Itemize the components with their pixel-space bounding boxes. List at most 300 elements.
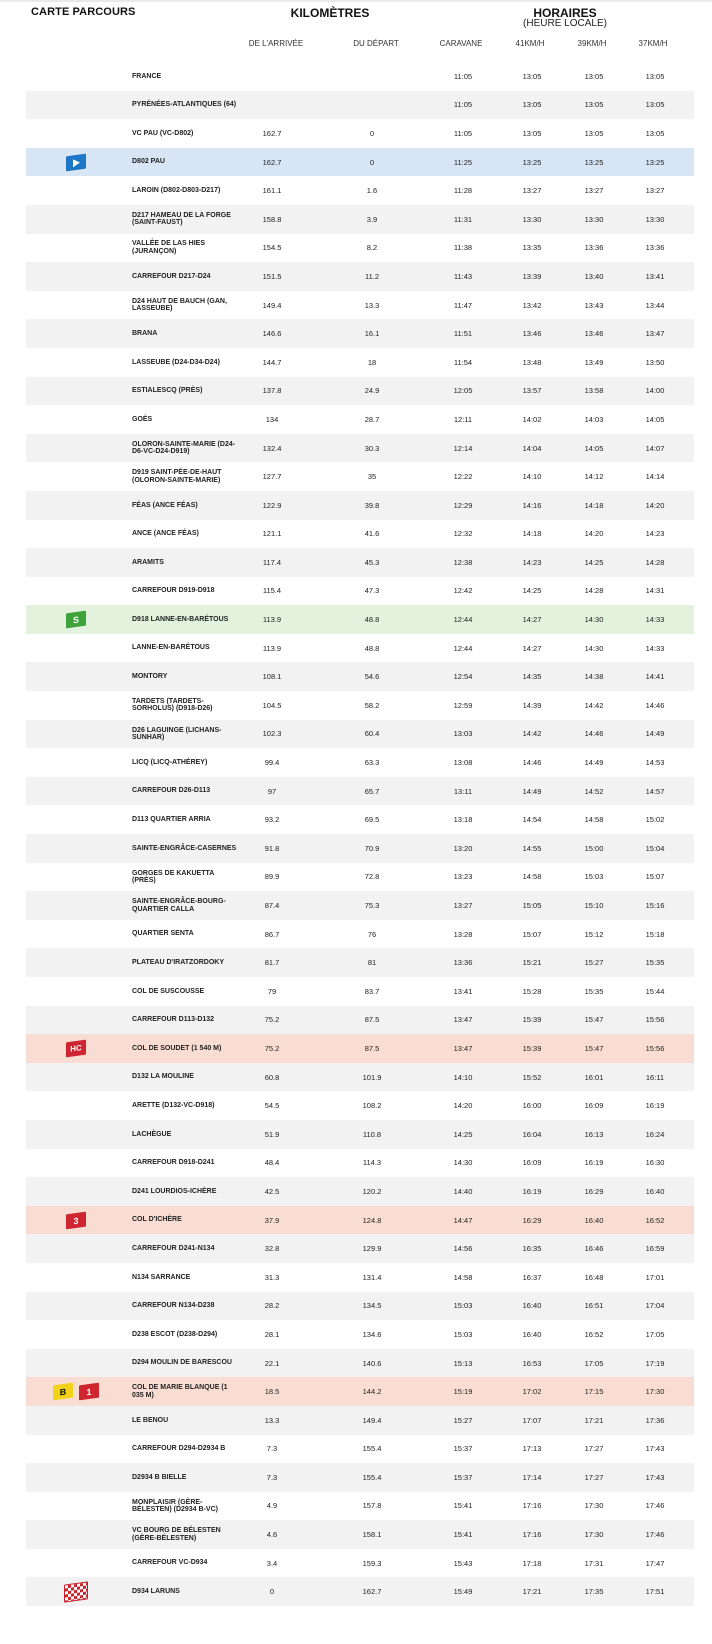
time-caravane: 11:51	[453, 329, 473, 339]
time-37kmh: 15:16	[645, 901, 665, 911]
time-39kmh: 13:36	[584, 243, 604, 253]
row-icons	[26, 977, 126, 1006]
time-39kmh: 13:30	[584, 214, 604, 224]
row-name: SAINTE-ENGRÂCE-CASERNES	[132, 844, 237, 852]
time-caravane: 14:30	[453, 1158, 473, 1168]
row-name: CARREFOUR D113-D132	[132, 1016, 215, 1024]
row-icons	[26, 1292, 126, 1321]
time-41kmh: 17:07	[522, 1415, 542, 1425]
time-41kmh: 15:39	[522, 1015, 542, 1025]
row-icons	[26, 1463, 126, 1492]
table-row	[26, 948, 694, 977]
km-from-start: 41.6	[364, 529, 380, 539]
time-37kmh: 15:56	[645, 1043, 665, 1053]
row-icons	[26, 377, 126, 406]
km-from-finish	[242, 62, 302, 91]
km-from-start: 63.3	[364, 758, 380, 768]
row-icons	[26, 148, 126, 177]
km-from-start: 47.3	[364, 586, 380, 596]
bonus-icon: B	[53, 1383, 73, 1401]
row-icons	[26, 1091, 126, 1120]
time-37kmh: 14:05	[645, 414, 665, 424]
row-icons	[26, 1492, 126, 1521]
row-name: CARREFOUR VC-D934	[132, 1559, 208, 1567]
row-name: COL D'ICHÈRE	[132, 1216, 182, 1224]
km-from-start: 30.3	[364, 443, 380, 453]
row-name: TARDETS (TARDETS-SORHOLUS) (D918-D26)	[132, 697, 213, 713]
km-from-start: 0	[369, 157, 375, 167]
time-39kmh: 17:27	[584, 1444, 604, 1454]
header-kilometres: KILOMÈTRES	[290, 6, 370, 20]
table-row	[26, 234, 694, 263]
time-41kmh: 16:40	[522, 1329, 542, 1339]
time-41kmh: 14:25	[522, 586, 542, 596]
table-row	[26, 1006, 694, 1035]
time-41kmh: 16:09	[522, 1158, 542, 1168]
time-39kmh: 17:30	[584, 1501, 604, 1511]
time-caravane: 12:11	[453, 414, 473, 424]
time-39kmh: 14:25	[584, 557, 604, 567]
time-41kmh: 14:02	[522, 414, 542, 424]
col-head-depart: DU DÉPART	[353, 39, 399, 48]
time-caravane: 12:44	[453, 615, 473, 625]
time-39kmh: 13:40	[584, 271, 604, 281]
km-from-finish: 7.3	[266, 1444, 278, 1454]
time-41kmh: 17:16	[522, 1501, 542, 1511]
row-name: ANCE (ANCE FÉAS)	[132, 530, 199, 538]
time-caravane: 14:10	[453, 1072, 473, 1082]
time-41kmh: 13:05	[522, 100, 542, 110]
time-39kmh: 14:12	[584, 472, 604, 482]
table-row	[26, 1120, 694, 1149]
time-39kmh: 14:30	[584, 643, 604, 653]
time-37kmh: 13:25	[645, 157, 665, 167]
km-from-finish: 102.3	[262, 729, 282, 739]
time-41kmh: 15:28	[522, 986, 542, 996]
time-caravane: 12:42	[453, 586, 473, 596]
time-37kmh: 17:36	[645, 1415, 665, 1425]
row-name: LACHÈGUE	[132, 1130, 172, 1138]
km-from-start: 129.9	[362, 1244, 382, 1254]
km-from-finish: 144.7	[262, 357, 282, 367]
header-horaires: HORAIRES	[533, 6, 597, 20]
row-icons	[26, 491, 126, 520]
km-from-start: 134.6	[362, 1329, 382, 1339]
km-from-finish: 32.8	[264, 1244, 280, 1254]
table-row	[26, 176, 694, 205]
time-37kmh: 17:05	[645, 1329, 665, 1339]
time-37kmh: 14:31	[645, 586, 665, 596]
sprint-icon: S	[66, 611, 86, 629]
table-row	[26, 1177, 694, 1206]
time-39kmh: 16:46	[584, 1244, 604, 1254]
row-name: D132 LA MOULINE	[132, 1073, 194, 1081]
time-caravane: 15:03	[453, 1329, 473, 1339]
table-row	[26, 1435, 694, 1464]
table-row	[26, 319, 694, 348]
time-41kmh: 14:04	[522, 443, 542, 453]
km-from-start: 11.2	[364, 271, 380, 281]
time-37kmh: 13:30	[645, 214, 665, 224]
table-row	[26, 805, 694, 834]
row-icons	[26, 948, 126, 977]
table-row	[26, 1063, 694, 1092]
time-37kmh: 15:07	[645, 872, 665, 882]
time-caravane: 13:36	[453, 958, 473, 968]
km-from-finish: 18.5	[264, 1387, 280, 1397]
row-name: VALLÉE DE LAS HIES (JURANÇON)	[132, 240, 205, 255]
km-from-start: 0	[369, 128, 375, 138]
row-icons	[26, 1034, 126, 1063]
table-row	[26, 691, 694, 720]
time-37kmh: 16:24	[645, 1129, 665, 1139]
row-name: D24 HAUT DE BAUCH (GAN, LASSEUBE)	[132, 297, 227, 313]
km-from-start: 39.8	[364, 500, 380, 510]
time-37kmh: 13:05	[645, 71, 665, 81]
time-41kmh: 13:27	[522, 186, 542, 196]
time-caravane: 12:44	[453, 643, 473, 653]
time-39kmh: 17:35	[584, 1587, 604, 1597]
time-41kmh: 13:39	[522, 271, 542, 281]
row-name: D918 LANNE-EN-BARÉTOUS	[132, 615, 229, 623]
km-from-finish	[242, 91, 302, 120]
time-37kmh: 17:19	[645, 1358, 665, 1368]
row-icons	[26, 577, 126, 606]
time-37kmh: 17:46	[645, 1530, 665, 1540]
time-37kmh: 16:40	[645, 1186, 665, 1196]
row-name: BRANA	[132, 329, 158, 337]
time-37kmh: 17:30	[645, 1387, 665, 1397]
row-name: PYRÉNÉES-ATLANTIQUES (64)	[132, 101, 237, 109]
table-row	[26, 1549, 694, 1578]
time-39kmh: 17:30	[584, 1530, 604, 1540]
km-from-start: 157.8	[362, 1501, 382, 1511]
time-41kmh: 14:35	[522, 672, 542, 682]
row-name: QUARTIER SENTA	[132, 930, 194, 938]
km-from-start: 155.4	[362, 1472, 382, 1482]
time-37kmh: 15:56	[645, 1015, 665, 1025]
time-37kmh: 14:14	[645, 472, 665, 482]
time-caravane: 11:47	[453, 300, 473, 310]
category-3-climb-icon: 3	[66, 1211, 86, 1229]
km-from-finish: 149.4	[262, 300, 282, 310]
km-from-finish: 117.4	[262, 557, 282, 567]
row-name: CARREFOUR D26-D113	[132, 787, 211, 795]
row-name: LANNE-EN-BARÉTOUS	[132, 644, 210, 652]
time-41kmh: 14:27	[522, 615, 542, 625]
time-caravane: 13:03	[453, 729, 473, 739]
time-caravane: 15:37	[453, 1472, 473, 1482]
row-icons	[26, 691, 126, 720]
col-head-41: 41KM/H	[515, 39, 545, 48]
km-from-start: 70.9	[364, 843, 380, 853]
km-from-start: 81	[367, 958, 377, 968]
km-from-finish: 115.4	[262, 586, 282, 596]
time-41kmh: 14:54	[522, 815, 542, 825]
time-39kmh: 14:52	[584, 786, 604, 796]
km-from-start: 83.7	[364, 986, 380, 996]
time-37kmh: 15:18	[645, 929, 665, 939]
time-caravane: 15:37	[453, 1444, 473, 1454]
time-39kmh: 14:49	[584, 758, 604, 768]
row-icons	[26, 748, 126, 777]
time-39kmh: 16:01	[584, 1072, 604, 1082]
row-icons	[26, 1549, 126, 1578]
table-row	[26, 1577, 694, 1606]
time-41kmh: 16:53	[522, 1358, 542, 1368]
table-row	[26, 548, 694, 577]
row-icons	[26, 1320, 126, 1349]
time-caravane: 11:05	[453, 100, 473, 110]
time-37kmh: 13:05	[645, 100, 665, 110]
row-icons	[26, 1234, 126, 1263]
km-from-finish: 4.9	[266, 1501, 278, 1511]
time-39kmh: 15:47	[584, 1015, 604, 1025]
time-caravane: 12:22	[453, 472, 473, 482]
time-caravane: 15:27	[453, 1415, 473, 1425]
table-row	[26, 834, 694, 863]
row-name: CARREFOUR D919-D918	[132, 587, 215, 595]
time-39kmh: 13:58	[584, 386, 604, 396]
time-37kmh: 13:44	[645, 300, 665, 310]
km-from-start: 65.7	[364, 786, 380, 796]
time-37kmh: 14:20	[645, 500, 665, 510]
row-icons	[26, 234, 126, 263]
row-icons	[26, 634, 126, 663]
row-name: D217 HAMEAU DE LA FORGE (SAINT-FAUST)	[132, 211, 231, 227]
km-from-finish: 108.1	[262, 672, 282, 682]
time-39kmh: 17:27	[584, 1472, 604, 1482]
time-caravane: 12:14	[453, 443, 473, 453]
row-icons	[26, 1206, 126, 1235]
table-row	[26, 291, 694, 320]
time-39kmh: 16:40	[584, 1215, 604, 1225]
time-caravane: 11:31	[453, 214, 473, 224]
time-41kmh: 16:04	[522, 1129, 542, 1139]
time-caravane: 14:47	[453, 1215, 473, 1225]
km-from-start: 54.6	[364, 672, 380, 682]
time-caravane: 15:13	[453, 1358, 473, 1368]
time-41kmh: 13:30	[522, 214, 542, 224]
km-from-finish: 7.3	[266, 1472, 278, 1482]
time-39kmh: 16:29	[584, 1186, 604, 1196]
km-from-start: 108.2	[362, 1101, 382, 1111]
time-caravane: 12:38	[453, 557, 473, 567]
table-row	[26, 348, 694, 377]
time-39kmh: 17:15	[584, 1387, 604, 1397]
row-name: D2934 B BIELLE	[132, 1473, 187, 1481]
km-from-finish: 151.5	[262, 271, 282, 281]
time-caravane: 11:43	[453, 271, 473, 281]
row-icons	[26, 1263, 126, 1292]
km-from-finish: 81.7	[264, 958, 280, 968]
time-caravane: 13:08	[453, 758, 473, 768]
row-name: LAROIN (D802-D803-D217)	[132, 186, 221, 194]
row-name: ARETTE (D132-VC-D918)	[132, 1101, 215, 1109]
km-from-start: 48.8	[364, 615, 380, 625]
row-name: CARREFOUR D294-D2934 B	[132, 1445, 226, 1453]
row-icons	[26, 119, 126, 148]
km-from-start: 159.3	[362, 1558, 382, 1568]
time-caravane: 12:59	[453, 700, 473, 710]
time-caravane: 13:27	[453, 901, 473, 911]
time-39kmh: 17:31	[584, 1558, 604, 1568]
time-39kmh: 14:58	[584, 815, 604, 825]
row-name: VC BOURG DE BÉLESTEN (GÈRE-BÉLESTEN)	[132, 1527, 221, 1542]
table-row	[26, 405, 694, 434]
km-from-finish: 89.9	[264, 872, 280, 882]
time-39kmh: 13:05	[584, 128, 604, 138]
km-from-finish: 54.5	[264, 1101, 280, 1111]
row-icons	[26, 1006, 126, 1035]
km-from-start: 13.3	[364, 300, 380, 310]
km-from-start: 134.5	[362, 1301, 382, 1311]
time-37kmh: 13:05	[645, 128, 665, 138]
time-41kmh: 14:49	[522, 786, 542, 796]
row-icons	[26, 405, 126, 434]
km-from-start: 58.2	[364, 700, 380, 710]
col-head-arrivee: DE L'ARRIVÉE	[248, 39, 304, 48]
km-from-start	[342, 91, 402, 120]
time-37kmh: 13:47	[645, 329, 665, 339]
header-heure-locale: (HEURE LOCALE)	[523, 18, 607, 29]
table-row	[26, 1320, 694, 1349]
time-39kmh: 14:46	[584, 729, 604, 739]
time-41kmh: 17:16	[522, 1530, 542, 1540]
time-41kmh: 17:14	[522, 1472, 542, 1482]
time-41kmh: 13:05	[522, 71, 542, 81]
time-caravane: 11:54	[453, 357, 473, 367]
time-37kmh: 15:04	[645, 843, 665, 853]
km-from-start: 144.2	[362, 1387, 382, 1397]
row-name: MONTORY	[132, 673, 168, 681]
time-caravane: 12:29	[453, 500, 473, 510]
km-from-finish: 75.2	[264, 1043, 280, 1053]
time-41kmh: 13:46	[522, 329, 542, 339]
table-row	[26, 491, 694, 520]
km-from-finish: 158.8	[262, 214, 282, 224]
time-39kmh: 13:49	[584, 357, 604, 367]
row-name: CARREFOUR D241-N134	[132, 1244, 215, 1252]
table-row	[26, 1406, 694, 1435]
time-37kmh: 14:33	[645, 643, 665, 653]
time-37kmh: 15:02	[645, 815, 665, 825]
row-name: OLORON-SAINTE-MARIE (D24-D6-VC-D24-D919)	[132, 440, 236, 456]
time-39kmh: 14:03	[584, 414, 604, 424]
time-caravane: 14:56	[453, 1244, 473, 1254]
table-row	[26, 634, 694, 663]
time-41kmh: 13:57	[522, 386, 542, 396]
row-icons	[26, 291, 126, 320]
row-icons	[26, 605, 126, 634]
km-from-finish: 93.2	[264, 815, 280, 825]
km-from-finish: 3.4	[266, 1558, 278, 1568]
time-39kmh: 14:05	[584, 443, 604, 453]
km-from-start: 69.5	[364, 815, 380, 825]
km-from-finish: 113.9	[262, 643, 282, 653]
time-37kmh: 14:23	[645, 529, 665, 539]
km-from-finish: 4.6	[266, 1530, 278, 1540]
km-from-finish: 137.8	[262, 386, 282, 396]
time-caravane: 11:05	[453, 71, 473, 81]
time-37kmh: 14:33	[645, 615, 665, 625]
km-from-finish: 48.4	[264, 1158, 280, 1168]
row-name: D919 SAINT-PÉE-DE-HAUT (OLORON-SAINTE-MARIE)	[132, 469, 222, 484]
time-39kmh: 16:13	[584, 1129, 604, 1139]
time-caravane: 13:20	[453, 843, 473, 853]
row-name: N134 SARRANCE	[132, 1273, 191, 1281]
time-39kmh: 13:05	[584, 100, 604, 110]
time-39kmh: 15:00	[584, 843, 604, 853]
category-1-climb-icon: 1	[79, 1383, 99, 1401]
time-41kmh: 14:58	[522, 872, 542, 882]
row-name: GORGES DE KAKUETTA (PRÈS)	[132, 869, 215, 884]
time-37kmh: 14:49	[645, 729, 665, 739]
row-icons	[26, 1577, 126, 1606]
time-37kmh: 16:11	[645, 1072, 665, 1082]
km-from-start: 45.3	[364, 557, 380, 567]
row-name: MONPLAISIR (GÈRE-BÉLESTEN) (D2934 B-VC)	[132, 1498, 218, 1513]
time-41kmh: 14:16	[522, 500, 542, 510]
km-from-start: 16.1	[364, 329, 380, 339]
time-39kmh: 13:27	[584, 186, 604, 196]
time-39kmh: 14:20	[584, 529, 604, 539]
km-from-start: 75.3	[364, 901, 380, 911]
row-name: LE BENOU	[132, 1416, 169, 1424]
row-name: GOÈS	[132, 415, 153, 423]
time-41kmh: 16:37	[522, 1272, 542, 1282]
time-caravane: 14:58	[453, 1272, 473, 1282]
table-row	[26, 720, 694, 749]
time-39kmh: 16:09	[584, 1101, 604, 1111]
table-row	[26, 1034, 694, 1063]
row-icons	[26, 462, 126, 491]
time-41kmh: 13:42	[522, 300, 542, 310]
km-from-start: 131.4	[362, 1272, 382, 1282]
table-row	[26, 1377, 694, 1406]
time-caravane: 14:40	[453, 1186, 473, 1196]
table-row	[26, 1492, 694, 1521]
time-caravane: 15:41	[453, 1530, 473, 1540]
km-from-finish: 162.7	[262, 128, 282, 138]
time-41kmh: 15:07	[522, 929, 542, 939]
time-41kmh: 14:55	[522, 843, 542, 853]
row-icons	[26, 863, 126, 892]
km-from-finish: 121.1	[262, 529, 282, 539]
km-from-start: 87.5	[364, 1043, 380, 1053]
time-39kmh: 16:52	[584, 1329, 604, 1339]
time-37kmh: 16:30	[645, 1158, 665, 1168]
time-caravane: 15:19	[453, 1387, 473, 1397]
time-37kmh: 14:07	[645, 443, 665, 453]
time-41kmh: 15:21	[522, 958, 542, 968]
km-from-start: 124.8	[362, 1215, 382, 1225]
table-row	[26, 891, 694, 920]
time-41kmh: 15:39	[522, 1043, 542, 1053]
km-from-finish: 122.9	[262, 500, 282, 510]
row-name: D934 LARUNS	[132, 1588, 180, 1596]
km-from-finish: 37.9	[264, 1215, 280, 1225]
table-row	[26, 662, 694, 691]
km-from-start: 60.4	[364, 729, 380, 739]
row-name: SAINTE-ENGRÂCE-BOURG-QUARTIER CALLA	[132, 898, 226, 913]
km-from-start: 114.3	[362, 1158, 382, 1168]
time-37kmh: 14:00	[645, 386, 665, 396]
time-39kmh: 13:46	[584, 329, 604, 339]
km-from-start: 110.8	[362, 1129, 382, 1139]
km-from-start	[342, 62, 402, 91]
time-37kmh: 14:41	[645, 672, 665, 682]
